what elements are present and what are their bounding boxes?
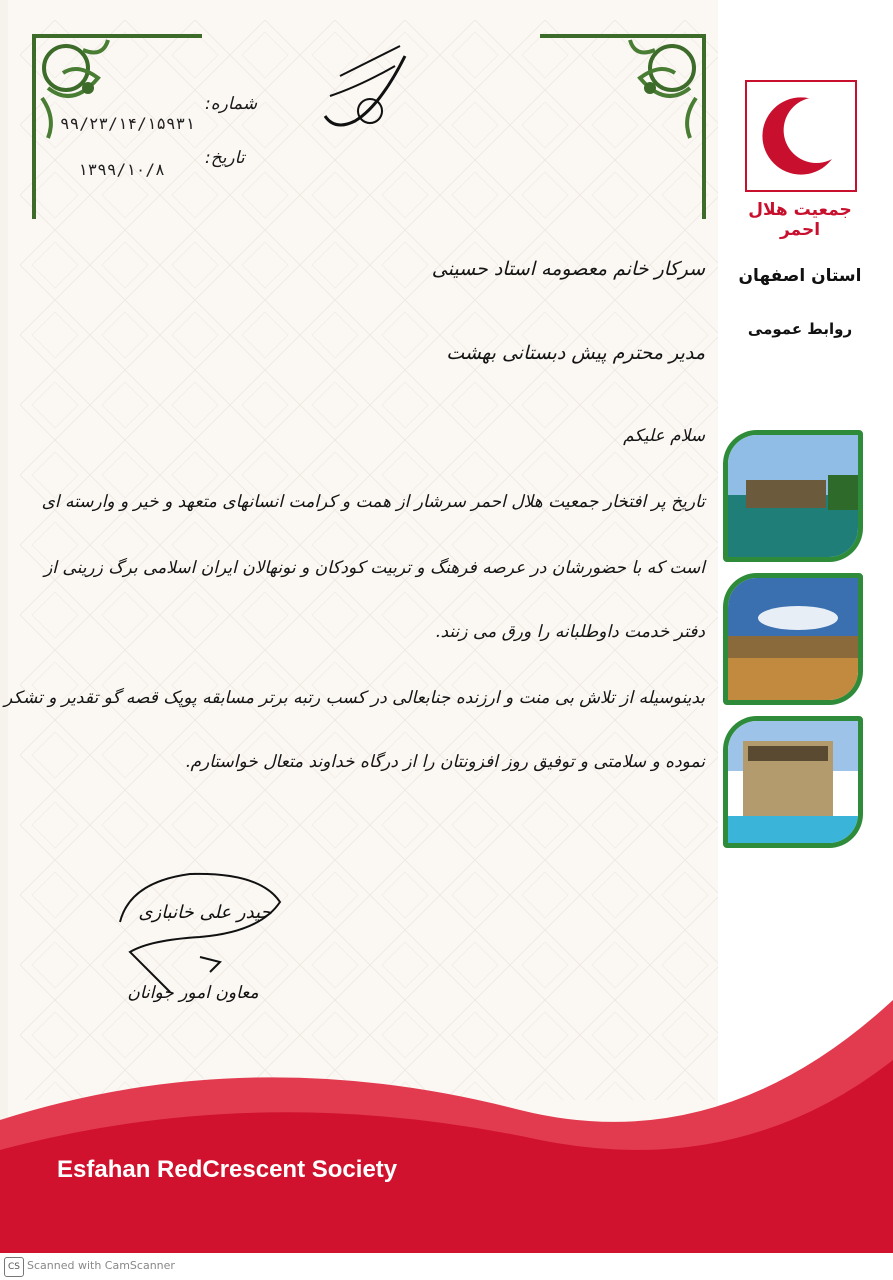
date-value: ۱۳۹۹/۱۰/۸	[78, 160, 165, 179]
signatory-name: حیدر علی خانبازی	[138, 902, 272, 923]
bismillah-calligraphy	[310, 36, 420, 146]
greeting: سلام علیکم	[623, 426, 705, 446]
department-name: روابط عمومی	[747, 320, 853, 338]
scanner-text: Scanned with CamScanner	[27, 1259, 175, 1272]
recipient-title: مدیر محترم پیش دبستانی بهشت	[446, 342, 705, 364]
red-crescent-logo	[745, 80, 857, 192]
footer-organization: Esfahan RedCrescent Society	[57, 1156, 398, 1183]
body-line: تاریخ پر افتخار جمعیت هلال احمر سرشار از همت و کرامت انسانهای متعهد و خیر و وارسته ای	[41, 492, 705, 512]
scanner-bar	[0, 1253, 893, 1280]
footer-wave	[0, 1000, 893, 1255]
province-name: استان اصفهان	[738, 266, 862, 286]
right-corner-ornament	[540, 28, 710, 223]
organization-name: جمعیت هلال احمر	[748, 200, 852, 240]
number-label: شماره:	[205, 94, 258, 114]
body-line: نموده و سلامتی و توفیق روز افزونتان را از درگاه خداوند متعال خواستارم.	[185, 752, 705, 772]
khaju-bridge-photo	[723, 573, 863, 705]
date-label: تاریخ:	[205, 148, 245, 168]
camscanner-icon: CS	[4, 1257, 24, 1277]
signatory-title: معاون امور جوانان	[127, 983, 259, 1003]
number-value: ۹۹/۲۳/۱۴/۱۵۹۳۱	[60, 114, 195, 133]
recipient-name: سرکار خانم معصومه استاد حسینی	[431, 258, 705, 280]
body-line: است که با حضورشان در عرصه فرهنگ و تربیت کودکان و نونهالان ایران اسلامی برگ زرینی از	[44, 558, 705, 578]
body-line: بدینوسیله از تلاش بی منت و ارزنده جنابعالی در کسب رتبه برتر مسابقه پوپک قصه گو تقدیر و تشکر	[4, 688, 705, 708]
ali-qapu-photo	[723, 716, 863, 848]
chehel-sotoun-photo	[723, 430, 863, 562]
body-line: دفتر خدمت داوطلبانه را ورق می زنند.	[435, 622, 705, 642]
